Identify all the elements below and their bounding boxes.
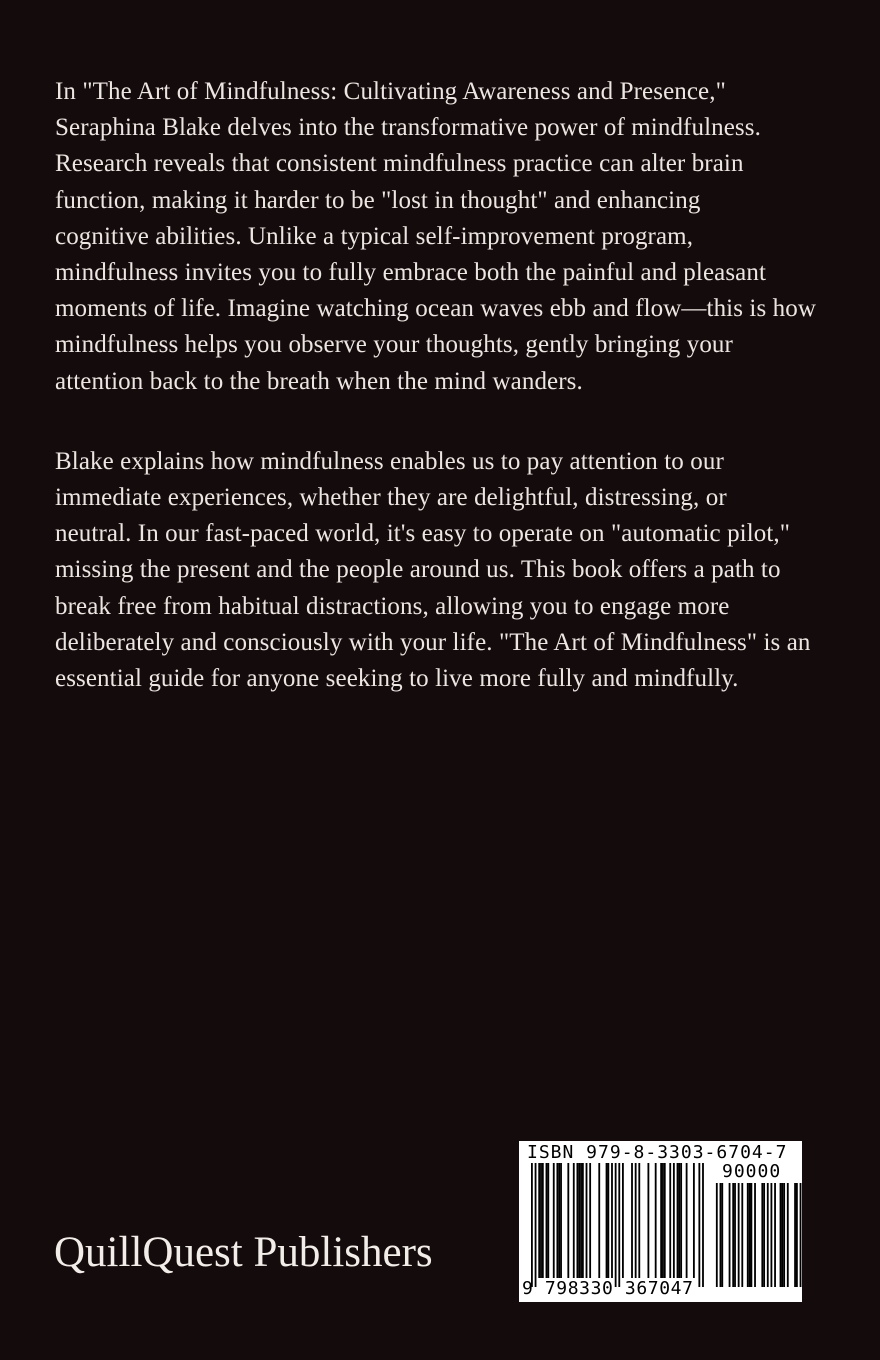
barcode-bar [686,1163,688,1278]
barcode-bar [577,1163,579,1278]
blurb-line: missing the present and the people around us. This book offers a path to [55,556,781,584]
barcode-bar [567,1163,569,1278]
blurb-line: essential guide for anyone seeking to live more fully and mindfully. [55,665,739,693]
blurb-line: neutral. In our fast-paced world, it's easy to operate on "automatic pilot," [55,520,791,548]
blurb-line: function, making it harder to be "lost in thought" and enhancing [55,186,701,214]
barcode-bar [680,1163,682,1278]
barcode-bar [732,1183,734,1287]
barcode-bar [693,1163,695,1278]
barcode-bar [540,1163,542,1278]
blurb-paragraph-2 [55,444,835,697]
barcode-bar [741,1183,743,1287]
barcode-bar [767,1183,769,1287]
isbn-label: ISBN 979-8-3303-6704-7 [527,1142,788,1163]
barcode-bar [787,1183,789,1287]
barcode-digits: 9 798330 367047 [522,1278,694,1299]
barcode-bar [606,1163,608,1278]
publisher-name: QuillQuest Publishers [54,1229,433,1276]
barcode-bar [698,1163,700,1287]
barcode-bar [638,1163,640,1278]
blurb-line: Blake explains how mindfulness enables us to pay attention to our [55,447,724,475]
blurb-line: moments of life. Imagine watching ocean waves ebb and flow—this is how [55,295,816,323]
barcode-bar [729,1183,731,1287]
barcode-bar [781,1183,783,1287]
barcode-bar [631,1163,633,1278]
blurb-paragraph-1 [55,74,835,400]
barcode-bar [538,1163,540,1278]
barcode-bar [586,1163,588,1278]
barcode-bar [780,1183,782,1287]
barcode-bar [783,1183,785,1287]
barcode-bar [655,1163,657,1278]
barcode-bar [734,1183,736,1287]
barcode-bar [796,1183,798,1287]
back-cover-blurb [55,74,835,697]
barcode-bar [535,1163,537,1287]
barcode-bar [582,1163,584,1278]
barcode-bar [546,1163,548,1278]
blurb-line: break free from habitual distractions, allowing you to engage more [55,592,730,620]
barcode-bar [754,1183,756,1287]
barcode-bar [607,1163,609,1278]
barcode-bar [589,1163,591,1278]
barcode-bar [660,1163,662,1278]
isbn-barcode [519,1141,802,1302]
barcode-bar [556,1163,558,1278]
barcode-bar [664,1163,666,1278]
barcode-bar [635,1163,637,1278]
barcode-bar [720,1183,722,1287]
barcode-bar [678,1163,680,1278]
barcode-bar [578,1163,580,1278]
blurb-line: Research reveals that consistent mindfulness practice can alter brain [55,150,744,178]
barcode-bar [761,1183,763,1287]
barcode-bar [771,1183,773,1287]
blurb-line: mindfulness invites you to fully embrace both the painful and pleasant [55,259,767,287]
barcode-bar [747,1183,749,1287]
barcode-bar [721,1183,723,1287]
blurb-line: immediate experiences, whether they are delightful, distressing, or [55,484,727,512]
blurb-line: mindfulness helps you observe your thoughts, gently bringing your [55,331,733,359]
barcode-bar [558,1163,560,1278]
barcode-bar [615,1163,617,1287]
barcode-bar [618,1163,620,1287]
barcode-bar [716,1183,718,1287]
barcode-bar [647,1163,649,1278]
blurb-line: In "The Art of Mindfulness: Cultivating Awareness and Presence," [55,78,726,105]
barcode-bar [542,1163,544,1278]
barcode-bar [531,1163,533,1287]
barcode-addon-price: 90000 [722,1161,782,1182]
barcode-bar [702,1163,704,1287]
barcode-bar [763,1183,765,1287]
barcode-bar [673,1163,675,1278]
barcode-bar [669,1163,671,1278]
barcode-bar [580,1163,582,1278]
barcode-bar [774,1183,776,1287]
barcode-bar [622,1163,624,1278]
barcode-bar [750,1183,752,1287]
barcode-bar [794,1183,796,1287]
barcode-bar [573,1163,575,1278]
blurb-line: deliberately and consciously with your life. "The Art of Mindfulness" is an [55,628,811,656]
barcode-bar [598,1163,600,1278]
barcode-bar [553,1163,555,1278]
barcode-bar [738,1183,740,1287]
barcode-bar [611,1163,613,1278]
blurb-line: Seraphina Blake delves into the transformative power of mindfulness. [55,114,761,142]
barcode-bar [662,1163,664,1278]
barcode-bar [547,1163,549,1278]
blurb-line: cognitive abilities. Unlike a typical self-improvement program, [55,222,694,250]
barcode-bar [677,1163,679,1278]
barcode-bar [800,1183,802,1287]
blurb-line: attention back to the breath when the mind wanders. [55,367,583,395]
barcode-bar [560,1163,562,1278]
barcode-bar [749,1183,751,1287]
